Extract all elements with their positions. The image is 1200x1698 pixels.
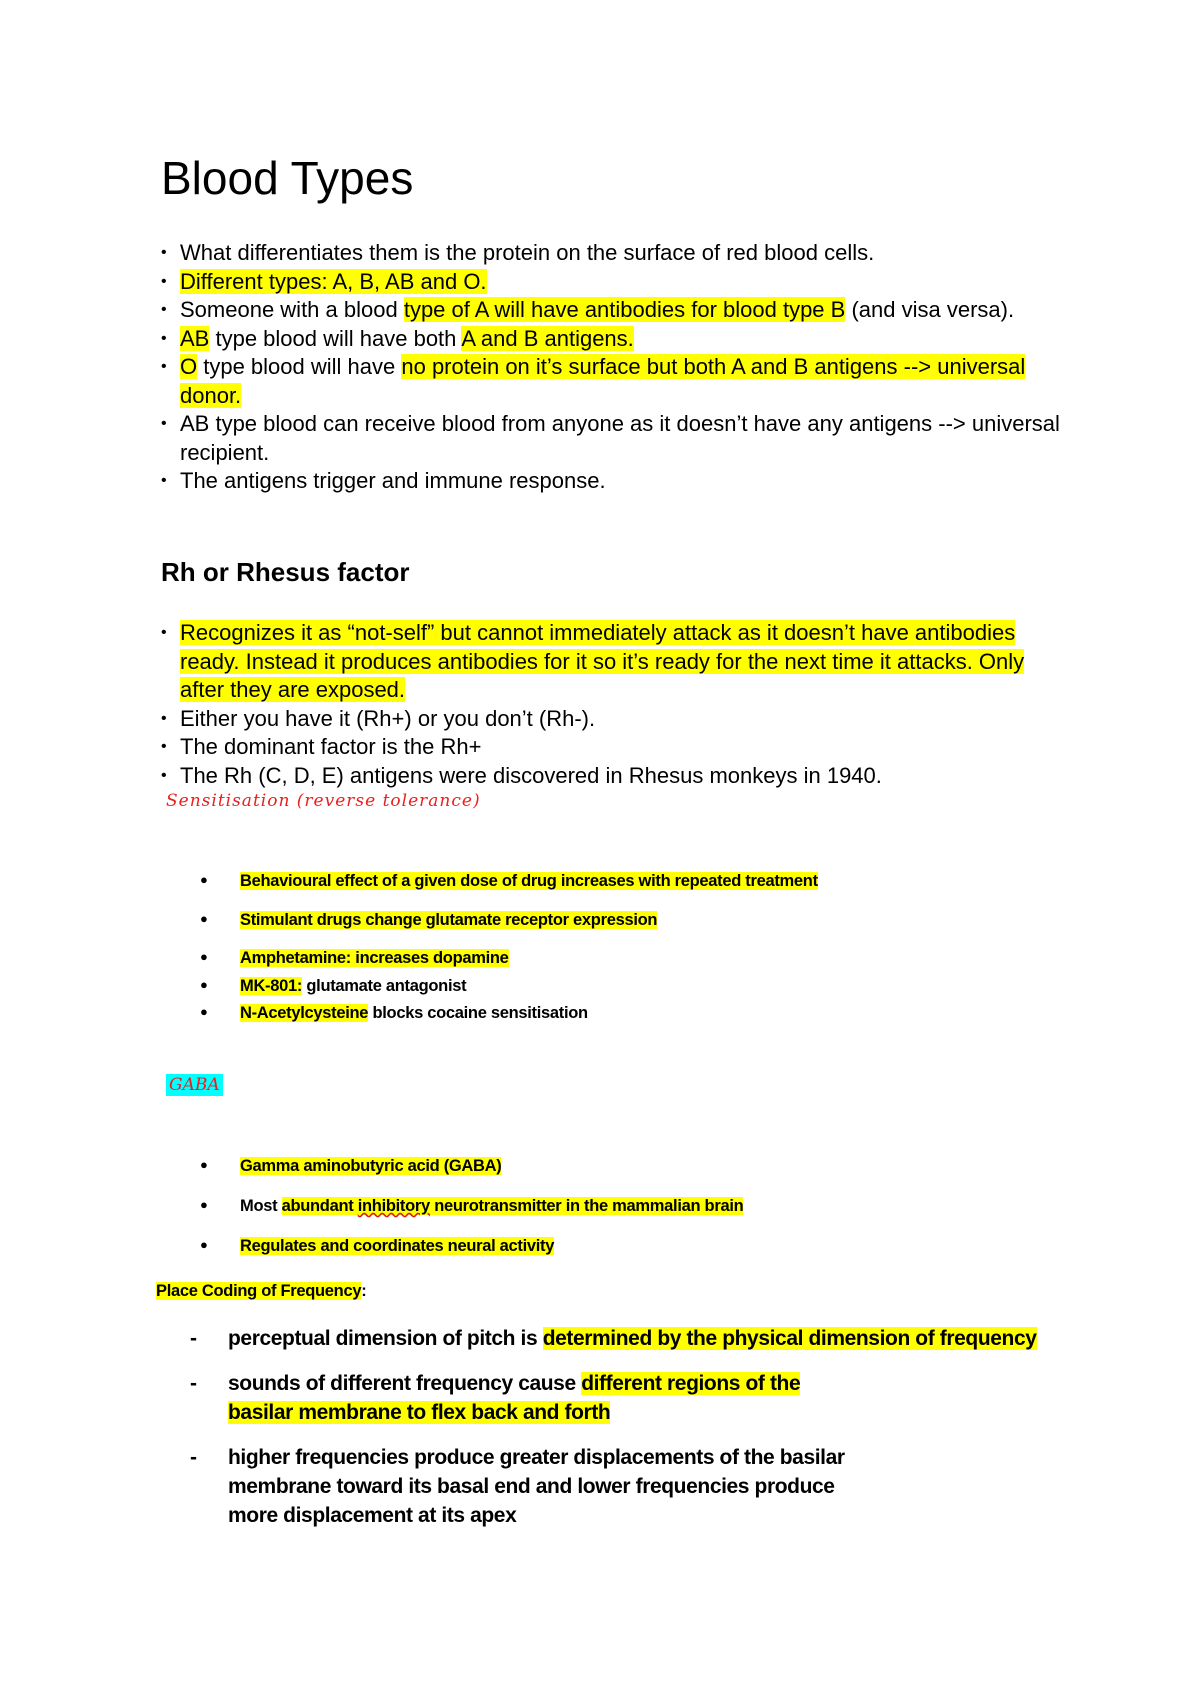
rh-heading: Rh or Rhesus factor xyxy=(161,557,410,587)
list-item: • Someone with a blood type of A will have antibodies for blood type B (and visa versa). xyxy=(161,296,1061,325)
list-item: • What differentiates them is the protein on the surface of red blood cells. xyxy=(161,239,1061,268)
list-item: • AB type blood can receive blood from anyone as it doesn’t have any antigens --> universal recipient. xyxy=(161,410,1061,467)
list-item: ● Most abundant inhibitory neurotransmitter in the mammalian brain xyxy=(200,1197,900,1216)
list-item: • Recognizes it as “not-self” but cannot immediately attack as it doesn’t have antibodies ready. Instead it produces antibodies for it so it’s ready for the next time it attacks. Only after they are exposed. xyxy=(161,619,1061,705)
list-item: • AB type blood will have both A and B antigens. xyxy=(161,325,1061,354)
page-title: Blood Types xyxy=(161,152,414,204)
list-item: ● MK-801: glutamate antagonist xyxy=(200,977,900,996)
list-item: • Different types: A, B, AB and O. xyxy=(161,268,1061,297)
sensitisation-list xyxy=(200,872,900,1023)
place-coding-heading: Place Coding of Frequency: xyxy=(156,1282,367,1300)
list-item: ● Behavioural effect of a given dose of drug increases with repeated treatment xyxy=(200,872,900,891)
list-item: ● Amphetamine: increases dopamine xyxy=(200,949,900,968)
misspelling-underline: inhibitory xyxy=(357,1197,430,1215)
list-item: ● Regulates and coordinates neural activity xyxy=(200,1237,900,1256)
list-item: • The antigens trigger and immune response. xyxy=(161,467,1061,496)
gaba-list xyxy=(200,1157,900,1256)
list-item: • O type blood will have no protein on it’s surface but both A and B antigens --> universal donor. xyxy=(161,353,1061,410)
list-item: - perceptual dimension of pitch is determined by the physical dimension of frequency xyxy=(186,1324,1086,1353)
list-item: ● N-Acetylcysteine blocks cocaine sensitisation xyxy=(200,1004,900,1023)
place-coding-list xyxy=(186,1324,1086,1530)
list-item: • The Rh (C, D, E) antigens were discovered in Rhesus monkeys in 1940. xyxy=(161,762,1061,791)
list-item: • Either you have it (Rh+) or you don’t (Rh-). xyxy=(161,705,1061,734)
list-item: ● Gamma aminobutyric acid (GABA) xyxy=(200,1157,900,1176)
blood-types-list xyxy=(161,239,1061,496)
sensitisation-heading: Sensitisation (reverse tolerance) xyxy=(166,791,481,811)
list-item: - higher frequencies produce greater displacements of the basilar membrane toward its basal end and lower frequencies produce more displacement at its apex xyxy=(186,1443,868,1530)
list-item: - sounds of different frequency cause different regions of the basilar membrane to flex back and forth xyxy=(186,1369,868,1427)
rh-list xyxy=(161,619,1061,790)
list-item: • The dominant factor is the Rh+ xyxy=(161,733,1061,762)
gaba-heading: GABA xyxy=(166,1074,223,1096)
list-item: ● Stimulant drugs change glutamate receptor expression xyxy=(200,911,900,930)
